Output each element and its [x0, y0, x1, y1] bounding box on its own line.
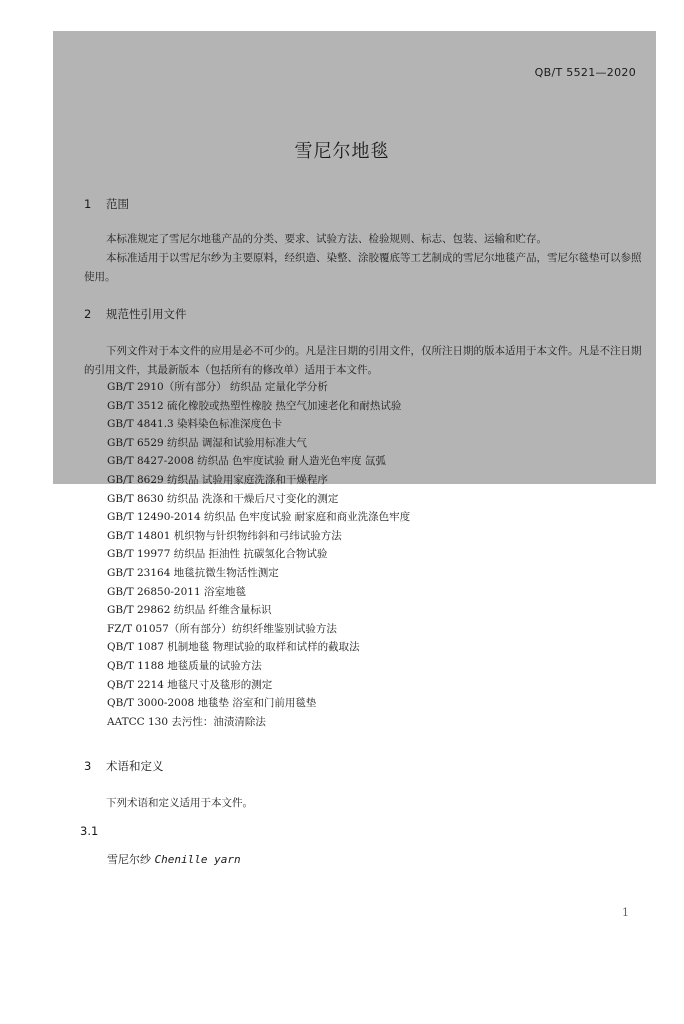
term-english: Chenille yarn	[154, 853, 241, 866]
list-item: GB/T 12490-2014 纺织品 色牢度试验 耐家庭和商业洗涤色牢度	[107, 511, 411, 524]
section-2-title: 规范性引用文件	[106, 307, 187, 321]
section-1-title: 范围	[106, 197, 129, 211]
section-3-title: 术语和定义	[106, 759, 164, 773]
reference-list	[107, 378, 410, 731]
list-item: GB/T 2910（所有部分） 纺织品 定量化学分析	[107, 381, 328, 393]
list-item: GB/T 19977 纺织品 拒油性 抗碳氢化合物试验	[107, 548, 328, 561]
list-item: QB/T 3000-2008 地毯垫 浴室和门前用毯垫	[107, 697, 317, 710]
page-title: 雪尼尔地毯	[294, 141, 390, 162]
paragraph: 本标准规定了雪尼尔地毯产品的分类、要求、试验方法、检验规则、标志、包装、运输和贮存。	[106, 233, 547, 245]
list-item: GB/T 8630 纺织品 洗涤和干燥后尺寸变化的测定	[107, 492, 339, 505]
list-item: GB/T 4841.3 染料染色标准深度色卡	[107, 418, 283, 431]
term-definition-heading	[107, 851, 241, 867]
section-3-number: 3	[84, 759, 92, 773]
list-item: GB/T 29862 纺织品 纤维含量标识	[107, 604, 272, 617]
section-3-heading	[84, 758, 164, 774]
list-item: GB/T 8427-2008 纺织品 色牢度试验 耐人造光色牢度 氙弧	[107, 455, 386, 468]
section-2-heading	[84, 306, 187, 322]
list-item: GB/T 14801 机织物与针织物纬斜和弓纬试验方法	[107, 529, 342, 542]
section-1-body	[84, 230, 644, 287]
list-item: QB/T 1087 机制地毯 物理试验的取样和试样的截取法	[107, 641, 360, 654]
section-1-number: 1	[84, 197, 92, 211]
section-3-intro: 下列术语和定义适用于本文件。	[106, 797, 253, 809]
list-item: QB/T 1188 地毯质量的试验方法	[107, 659, 262, 672]
list-item: GB/T 6529 纺织品 调湿和试验用标准大气	[107, 436, 307, 449]
paragraph: 本标准适用于以雪尼尔纱为主要原料，经织造、染整、涂胶覆底等工艺制成的雪尼尔地毯产品，雪尼尔毯垫可以参照使用。	[84, 252, 642, 283]
term-chinese: 雪尼尔纱	[107, 853, 151, 866]
list-item: AATCC 130 去污性：油渍清除法	[107, 715, 266, 728]
list-item: QB/T 2214 地毯尺寸及毯形的测定	[107, 678, 273, 691]
section-1-heading	[84, 196, 129, 212]
list-item: GB/T 26850-2011 浴室地毯	[107, 585, 246, 598]
list-item: GB/T 23164 地毯抗微生物活性测定	[107, 566, 279, 579]
section-2-intro: 下列文件对于本文件的应用是必不可少的。凡是注日期的引用文件，仅所注日期的版本适用于本文件。凡是不注日期的引用文件，其最新版本（包括所有的修改单）适用于本文件。	[84, 345, 642, 376]
list-item: FZ/T 01057（所有部分）纺织纤维鉴别试验方法	[107, 622, 337, 635]
standard-code: QB/T 5521—2020	[534, 66, 636, 79]
page-number: 1	[622, 906, 629, 919]
list-item: GB/T 3512 硫化橡胶或热塑性橡胶 热空气加速老化和耐热试验	[107, 399, 402, 412]
subsection-number: 3.1	[80, 824, 99, 838]
list-item: GB/T 8629 纺织品 试验用家庭洗涤和干燥程序	[107, 473, 328, 486]
section-2-number: 2	[84, 307, 92, 321]
